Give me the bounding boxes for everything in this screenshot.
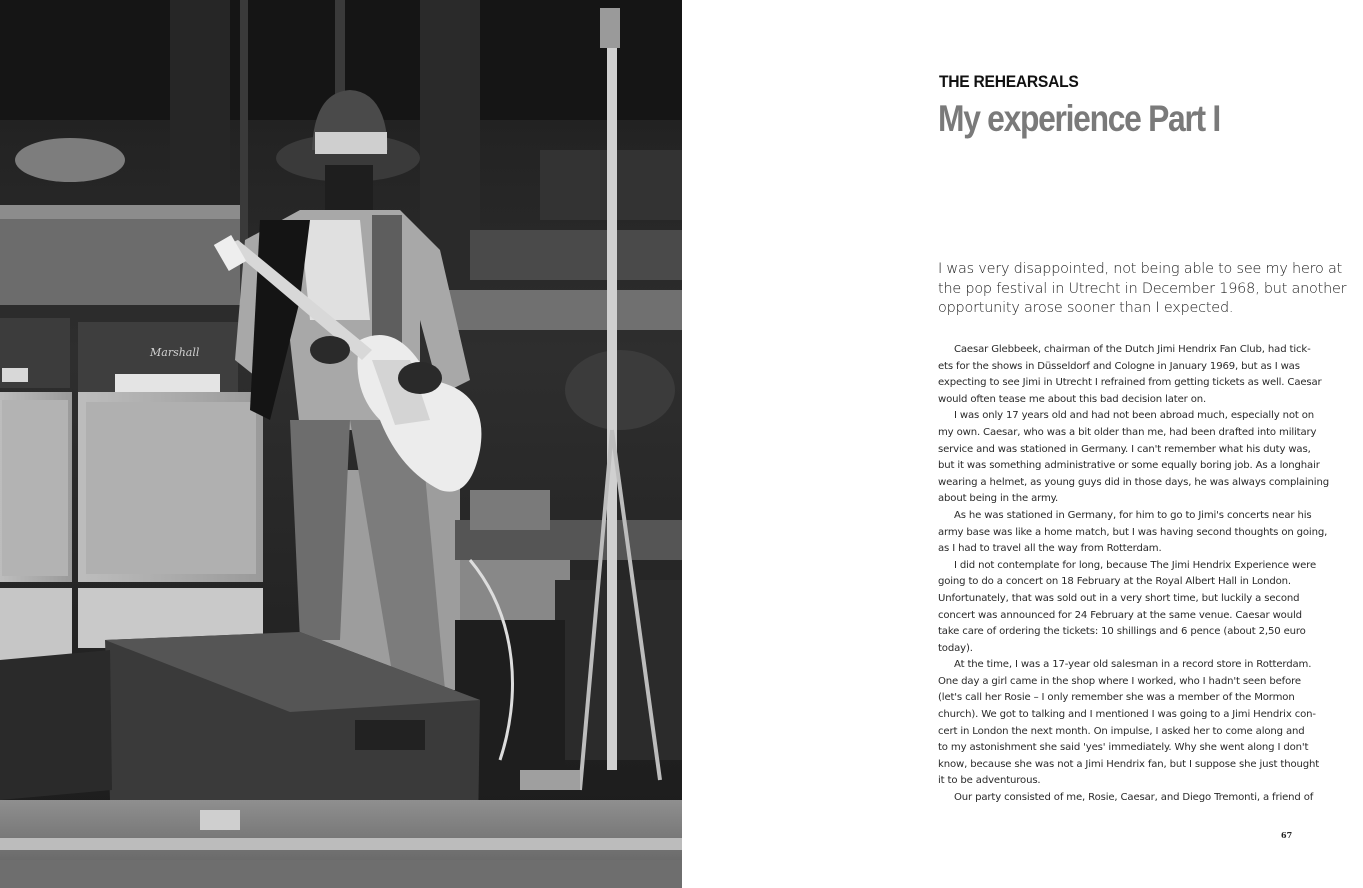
- body-line: One day a girl came in the shop where I worked, who I hadn't seen before: [938, 675, 1301, 687]
- body-line: expecting to see Jimi in Utrecht I refrained from getting tickets as well. Caesar: [938, 377, 1322, 389]
- body-line: Unfortunately, that was sold out in a very short time, but luckily a second: [938, 592, 1300, 604]
- body-line: would often tease me about this bad decision later on.: [938, 393, 1207, 405]
- body-line: As he was stationed in Germany, for him to go to Jimi's concerts near his: [954, 509, 1312, 521]
- body-line: service and was stationed in Germany. I can't remember what his duty was,: [938, 443, 1311, 455]
- body-line: to my astonishment she said 'yes' immediately. Why she went along I don't: [938, 742, 1309, 754]
- amp-logo: Marshall: [150, 346, 200, 359]
- body-line: army base was like a home match, but I was having second thoughts on going,: [938, 526, 1328, 538]
- body-line: going to do a concert on 18 February at the Royal Albert Hall in London.: [938, 576, 1291, 588]
- body-line: Our party consisted of me, Rosie, Caesar, and Diego Tremonti, a friend of: [954, 792, 1314, 804]
- body-line: but it was something administrative or some equally boring job. As a longhair: [938, 460, 1320, 472]
- body-line: it to be adventurous.: [938, 775, 1041, 787]
- body-line: my own. Caesar, who was a bit older than me, had been drafted into military: [938, 426, 1317, 438]
- body-line: wearing a helmet, as young guys did in those days, he was always complaining: [938, 476, 1329, 488]
- body-line: church). We got to talking and I mentioned I was going to a Jimi Hendrix con-: [938, 709, 1316, 721]
- body-text: [938, 342, 1329, 807]
- body-line: Caesar Glebbeek, chairman of the Dutch Jimi Hendrix Fan Club, had tick-: [954, 344, 1311, 355]
- body-line: concert was announced for 24 February at the same venue. Caesar would: [938, 609, 1302, 621]
- body-line: today).: [938, 642, 973, 654]
- body-line: about being in the army.: [938, 493, 1059, 505]
- body-line: I was only 17 years old and had not been abroad much, especially not on: [954, 410, 1315, 422]
- body-line: cert in London the next month. On impulse, I asked her to come along and: [938, 725, 1305, 737]
- lead-line: opportunity arose sooner than I expected.: [938, 300, 1234, 317]
- lead-paragraph: [938, 260, 1347, 319]
- page-number: 67: [1281, 830, 1293, 840]
- lead-line: I was very disappointed, not being able to see my hero at: [938, 261, 1343, 277]
- body-line: At the time, I was a 17-year old salesman in a record store in Rotterdam.: [954, 659, 1312, 671]
- body-line: ets for the shows in Düsseldorf and Cologne in January 1969, but as I was: [938, 360, 1300, 372]
- lead-line: the pop festival in Utrecht in December 1968, but another: [938, 280, 1347, 297]
- body-line: I did not contemplate for long, because The Jimi Hendrix Experience were: [954, 559, 1317, 571]
- body-line: (let's call her Rosie – I only remember she was a member of the Mormon: [938, 692, 1295, 704]
- body-line: know, because she was not a Jimi Hendrix fan, but I suppose she just thought: [938, 758, 1320, 770]
- section-kicker: THE REHEARSALS: [939, 72, 1079, 91]
- body-line: as I had to travel all the way from Rotterdam.: [938, 543, 1162, 555]
- chapter-title: My experience Part I: [938, 98, 1220, 139]
- body-line: take care of ordering the tickets: 10 shillings and 6 pence (about 2,50 euro: [938, 626, 1306, 638]
- text-page: [682, 0, 1363, 888]
